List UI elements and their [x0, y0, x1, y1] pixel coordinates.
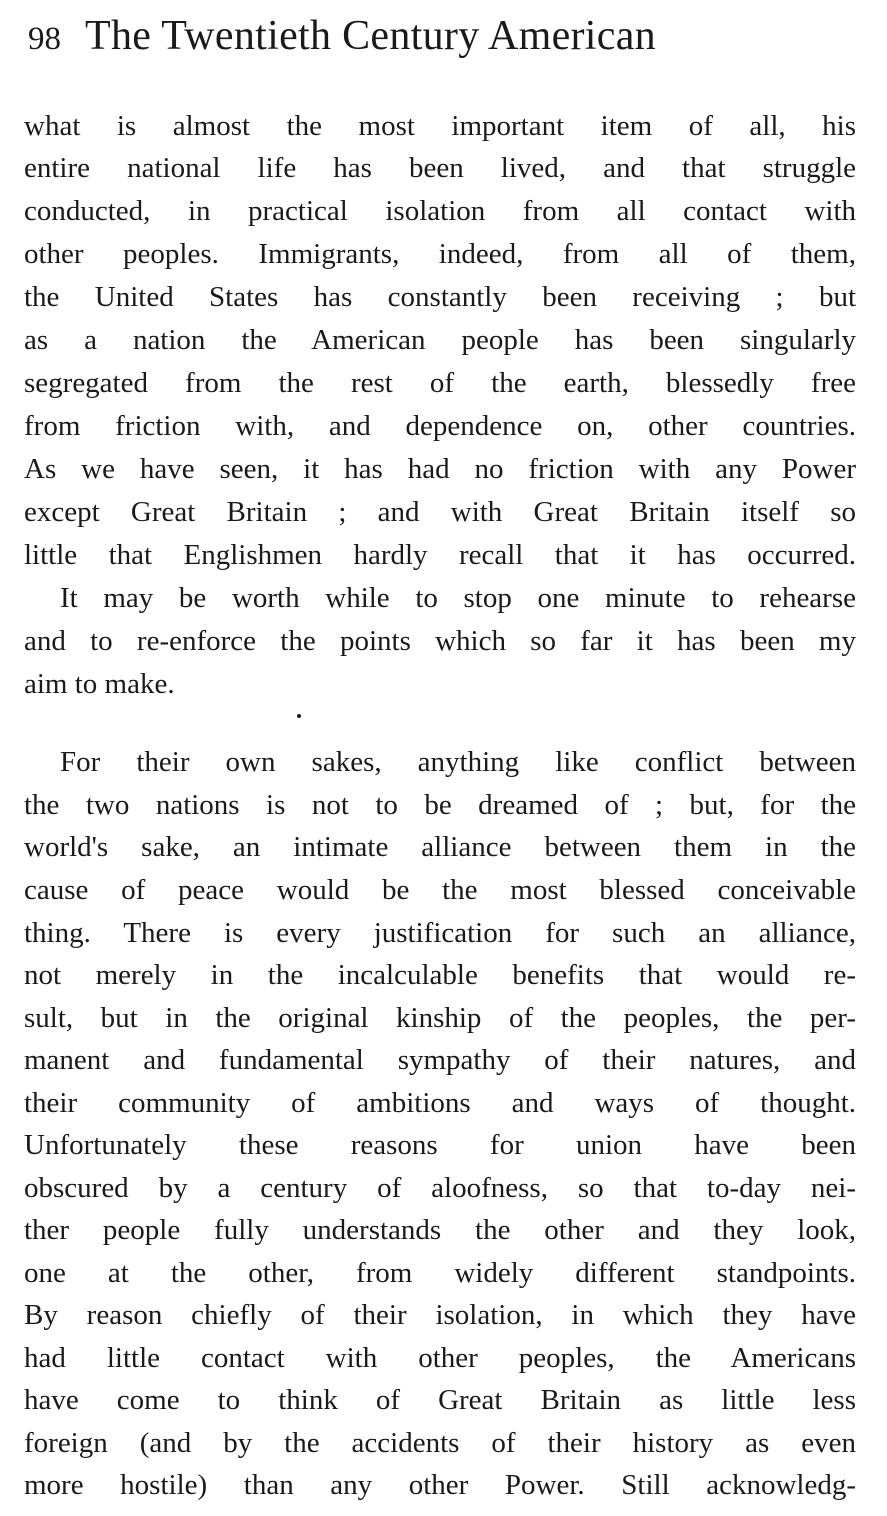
- text-line: As we have seen, it has had no friction with any Power: [24, 453, 856, 485]
- text-line: had little contact with other peoples, the Americans: [24, 1342, 856, 1374]
- text-line: one at the other, from widely different standpoints.: [24, 1257, 856, 1289]
- text-line: from friction with, and dependence on, other countries.: [24, 410, 856, 442]
- text-line: cause of peace would be the most blessed conceivable: [24, 874, 856, 906]
- running-title: The Twentieth Century American: [85, 13, 656, 59]
- text-line: By reason chiefly of their isolation, in which they have: [24, 1299, 856, 1331]
- text-line: more hostile) than any other Power. Still acknowledg-: [24, 1469, 856, 1501]
- text-line: the two nations is not to be dreamed of ; but, for the: [24, 789, 856, 821]
- text-line: their community of ambitions and ways of thought.: [24, 1087, 856, 1119]
- text-line: manent and fundamental sympathy of their natures, and: [24, 1044, 856, 1076]
- text-line: Unfortunately these reasons for union have been: [24, 1129, 856, 1161]
- text-line: world's sake, an intimate alliance between them in the: [24, 831, 856, 863]
- page-number: 98: [28, 21, 61, 57]
- text-line: sult, but in the original kinship of the peoples, the per-: [24, 1002, 856, 1034]
- text-line: obscured by a century of aloofness, so that to-day nei-: [24, 1172, 856, 1204]
- text-line: the United States has constantly been receiving ; but: [24, 281, 856, 313]
- text-line: conducted, in practical isolation from all contact with: [24, 195, 856, 227]
- text-line: not merely in the incalculable benefits that would re-: [24, 959, 856, 991]
- text-line: segregated from the rest of the earth, blessedly free: [24, 367, 856, 399]
- section-break-dot: [297, 714, 301, 718]
- text-line: other peoples. Immigrants, indeed, from all of them,: [24, 238, 856, 270]
- text-line: have come to think of Great Britain as little less: [24, 1384, 856, 1416]
- text-line: ther people fully understands the other and they look,: [24, 1214, 856, 1246]
- text-line: aim to make.: [24, 668, 175, 700]
- text-line: foreign (and by the accidents of their history as even: [24, 1427, 856, 1459]
- text-line: entire national life has been lived, and that struggle: [24, 152, 856, 184]
- text-line: as a nation the American people has been singularly: [24, 324, 856, 356]
- text-line: and to re-enforce the points which so far it has been my: [24, 625, 856, 657]
- text-line: thing. There is every justification for such an alliance,: [24, 917, 856, 949]
- text-line: what is almost the most important item of all, his: [24, 110, 856, 142]
- page-header: [28, 12, 868, 68]
- text-line: It may be worth while to stop one minute to rehearse: [60, 582, 856, 614]
- text-line: For their own sakes, anything like conflict between: [60, 746, 856, 778]
- text-line: except Great Britain ; and with Great Britain itself so: [24, 496, 856, 528]
- text-line: little that Englishmen hardly recall that it has occurred.: [24, 539, 856, 571]
